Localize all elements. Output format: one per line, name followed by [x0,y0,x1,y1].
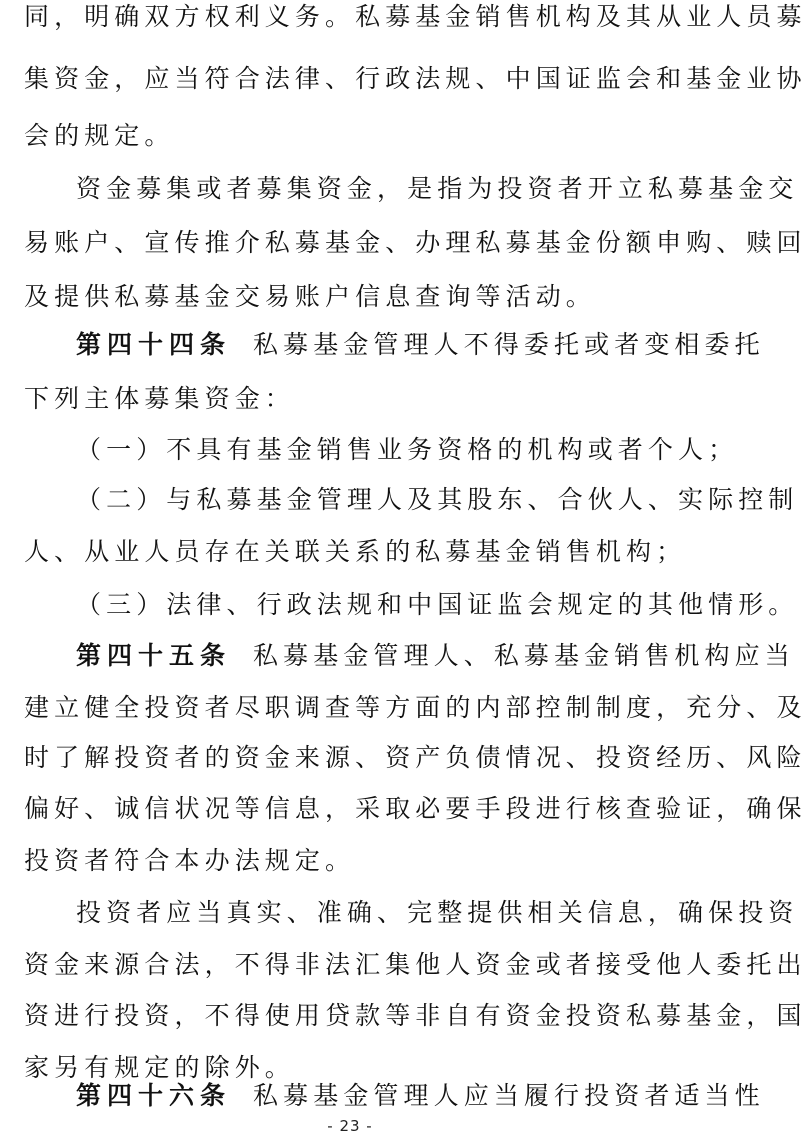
article-44-label: 第四十四条 [76,330,232,359]
body-line: 投资者符合本办法规定。 [24,846,356,875]
body-line: 会的规定。 [24,121,175,150]
body-line: 集资金，应当符合法律、行政法规、中国证监会和基金业协 [24,64,807,93]
article-46-text: 私募基金管理人应当履行投资者适当性 [253,1081,765,1110]
body-line: 下列主体募集资金： [24,384,295,413]
article-46-label: 第四十六条 [76,1081,232,1110]
body-line: 易账户、宣传推介私募基金、办理私募基金份额申购、赎回 [24,228,807,257]
body-line: 及提供私募基金交易账户信息查询等活动。 [24,282,596,311]
body-line: 资金来源合法，不得非法汇集他人资金或者接受他人委托出 [24,950,807,979]
article-45-text: 私募基金管理人、私募基金销售机构应当 [253,641,795,670]
article-46-heading [76,1081,765,1111]
body-line: 资进行投资，不得使用贷款等非自有资金投资私募基金，国 [24,1001,807,1030]
body-line: 建立健全投资者尽职调查等方面的内部控制制度，充分、及 [24,693,807,722]
list-item: （一）不具有基金销售业务资格的机构或者个人； [76,435,739,464]
body-line: 同，明确双方权利义务。私募基金销售机构及其从业人员募 [24,2,807,31]
list-item: （二）与私募基金管理人及其股东、合伙人、实际控制 [76,485,799,514]
article-45-heading [76,641,795,671]
body-line: 家另有规定的除外。 [24,1053,295,1082]
list-item: （三）法律、行政法规和中国证监会规定的其他情形。 [76,590,799,619]
article-45-label: 第四十五条 [76,641,232,670]
page-number: - 23 - [327,1117,373,1135]
article-44-text: 私募基金管理人不得委托或者变相委托 [253,330,765,359]
body-line: 投资者应当真实、准确、完整提供相关信息，确保投资 [76,898,799,927]
body-line: 人、从业人员存在关联关系的私募基金销售机构； [24,537,687,566]
body-line: 时了解投资者的资金来源、资产负债情况、投资经历、风险 [24,743,807,772]
body-line: 偏好、诚信状况等信息，采取必要手段进行核查验证，确保 [24,794,807,823]
body-line: 资金募集或者募集资金，是指为投资者开立私募基金交 [76,174,799,203]
article-44-heading [76,330,765,360]
